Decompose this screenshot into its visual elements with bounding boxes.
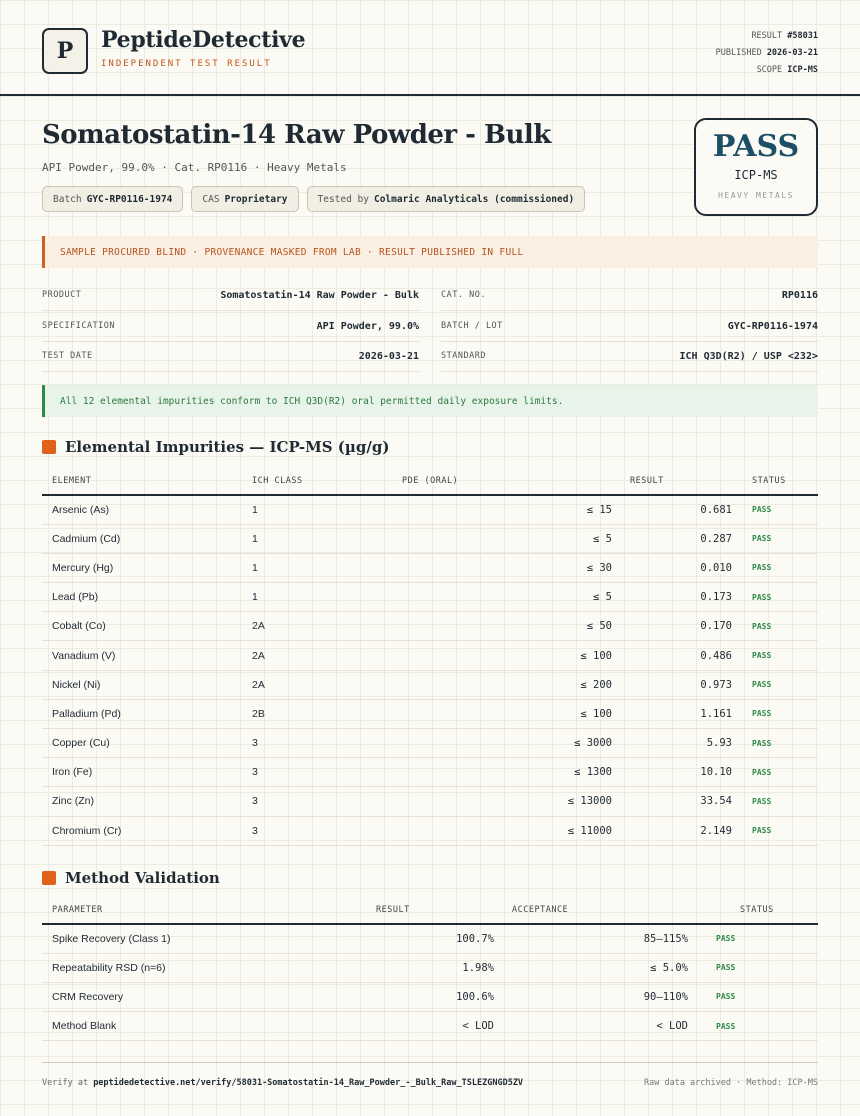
column-header: RESULT [292, 896, 502, 924]
batch-chip [42, 186, 183, 212]
element-cell: Cobalt (Co) [42, 612, 242, 641]
verify-link[interactable]: peptidedetective.net/verify/58031-Somatostatin-14_Raw_Powder_-_Bulk_Raw_TSLEZGNGD5ZV [93, 1078, 524, 1088]
table-row [42, 495, 818, 524]
status-cell: PASS [696, 1012, 818, 1041]
result-cell: 1.161 [620, 699, 740, 728]
ich-class-cell: 1 [242, 495, 362, 524]
pde-cell: ≤ 3000 [362, 729, 620, 758]
table-row [42, 729, 818, 758]
result-cell: 2.149 [620, 816, 740, 845]
acceptance-cell: ≤ 5.0% [502, 953, 696, 982]
table-row [42, 787, 818, 816]
result-cell: 33.54 [620, 787, 740, 816]
column-header: PDE (ORAL) [362, 467, 620, 495]
info-value: GYC-RP0116-1974 [727, 320, 818, 332]
info-value: Somatostatin-14 Raw Powder - Bulk [220, 289, 419, 301]
status-cell: PASS [740, 729, 818, 758]
table-header-row [42, 896, 818, 924]
element-cell: Nickel (Ni) [42, 670, 242, 699]
scope-label: SCOPE [756, 65, 783, 75]
impurities-section-header [42, 438, 389, 456]
verify-prefix: Verify at [42, 1078, 89, 1088]
result-cell: 100.6% [292, 982, 502, 1011]
published-label: PUBLISHED [715, 48, 762, 58]
table-row [42, 982, 818, 1011]
element-cell: Zinc (Zn) [42, 787, 242, 816]
info-label: CAT. NO. [441, 290, 486, 300]
element-cell: Iron (Fe) [42, 758, 242, 787]
published-value: 2026-03-21 [766, 48, 818, 58]
pde-cell: ≤ 200 [362, 670, 620, 699]
table-row [42, 553, 818, 582]
info-value: RP0116 [781, 289, 818, 301]
info-row-specification [42, 311, 419, 342]
info-label: TEST DATE [42, 351, 93, 361]
chip-value: Proprietary [224, 193, 288, 205]
status-cell: PASS [740, 495, 818, 524]
ich-class-cell: 3 [242, 787, 362, 816]
column-header: ICH CLASS [242, 467, 362, 495]
status-cell: PASS [740, 670, 818, 699]
ich-class-cell: 3 [242, 729, 362, 758]
status-cell: PASS [696, 982, 818, 1011]
ich-class-cell: 2A [242, 612, 362, 641]
info-row-product [42, 280, 419, 311]
ich-class-cell: 1 [242, 583, 362, 612]
column-header: ELEMENT [42, 467, 242, 495]
status-cell: PASS [740, 816, 818, 845]
pde-cell: ≤ 30 [362, 553, 620, 582]
report-meta [716, 28, 818, 79]
info-row-standard [441, 341, 818, 372]
pde-cell: ≤ 11000 [362, 816, 620, 845]
table-row [42, 758, 818, 787]
procurement-notice: SAMPLE PROCURED BLIND · PROVENANCE MASKED FROM LAB · RESULT PUBLISHED IN FULL [42, 236, 818, 268]
status-cell: PASS [740, 699, 818, 728]
pde-cell: ≤ 50 [362, 612, 620, 641]
status-cell: PASS [740, 787, 818, 816]
result-cell: 0.010 [620, 553, 740, 582]
element-cell: Vanadium (V) [42, 641, 242, 670]
column-header: PARAMETER [42, 896, 292, 924]
archive-note: Raw data archived · Method: ICP-MS [644, 1078, 818, 1088]
info-label: BATCH / LOT [441, 321, 503, 331]
result-cell: 5.93 [620, 729, 740, 758]
element-cell: Palladium (Pd) [42, 699, 242, 728]
info-row-batch [441, 311, 818, 342]
chip-value: Colmaric Analyticals (commissioned) [373, 193, 575, 205]
validation-table [42, 896, 818, 1041]
chip-label: Tested by [317, 193, 369, 205]
status-cell: PASS [740, 612, 818, 641]
brand-name: PeptideDetective [101, 27, 306, 53]
table-row [42, 699, 818, 728]
result-cell: 0.486 [620, 641, 740, 670]
info-value: API Powder, 99.0% [316, 320, 419, 332]
parameter-cell: CRM Recovery [42, 982, 292, 1011]
ich-class-cell: 2A [242, 670, 362, 699]
info-row-test-date [42, 341, 419, 372]
acceptance-cell: 85–115% [502, 924, 696, 953]
validation-section-header [42, 869, 220, 887]
status-cell: PASS [696, 924, 818, 953]
verdict-method: ICP-MS [734, 168, 778, 182]
ich-class-cell: 2B [242, 699, 362, 728]
published-line [716, 45, 818, 62]
status-cell: PASS [740, 758, 818, 787]
chip-label: CAS [202, 193, 220, 205]
pde-cell: ≤ 5 [362, 524, 620, 553]
info-label: SPECIFICATION [42, 321, 116, 331]
element-cell: Copper (Cu) [42, 729, 242, 758]
info-label: STANDARD [441, 351, 486, 361]
column-header: STATUS [696, 896, 818, 924]
element-cell: Arsenic (As) [42, 495, 242, 524]
info-value: ICH Q3D(R2) / USP <232> [679, 350, 818, 362]
footer-divider [42, 1062, 818, 1063]
table-row [42, 524, 818, 553]
pde-cell: ≤ 100 [362, 641, 620, 670]
result-cell: 0.287 [620, 524, 740, 553]
product-chips [42, 186, 585, 212]
ich-class-cell: 1 [242, 553, 362, 582]
result-cell: 1.98% [292, 953, 502, 982]
result-cell: 0.973 [620, 670, 740, 699]
impurities-section-title: Elemental Impurities — ICP-MS (µg/g) [65, 438, 390, 456]
brand-logo: P [42, 28, 88, 74]
table-row [42, 924, 818, 953]
ich-class-cell: 3 [242, 816, 362, 845]
result-cell: 0.173 [620, 583, 740, 612]
parameter-cell: Method Blank [42, 1012, 292, 1041]
verdict-stamp [694, 118, 818, 216]
report-header [0, 0, 860, 96]
validation-section-title: Method Validation [65, 869, 220, 887]
verdict-panel: HEAVY METALS [718, 191, 794, 200]
element-cell: Lead (Pb) [42, 583, 242, 612]
info-row-cat-no [441, 280, 818, 311]
impurities-table [42, 467, 818, 846]
table-row [42, 670, 818, 699]
status-cell: PASS [740, 583, 818, 612]
parameter-cell: Repeatability RSD (n=6) [42, 953, 292, 982]
pde-cell: ≤ 13000 [362, 787, 620, 816]
conformance-notice: All 12 elemental impurities conform to ICH Q3D(R2) oral permitted daily exposure limits. [42, 385, 818, 417]
brand-tagline: INDEPENDENT TEST RESULT [101, 59, 272, 69]
info-value: 2026-03-21 [358, 350, 419, 362]
acceptance-cell: 90–110% [502, 982, 696, 1011]
ich-class-cell: 2A [242, 641, 362, 670]
pde-cell: ≤ 15 [362, 495, 620, 524]
section-marker-icon [42, 871, 56, 885]
status-cell: PASS [740, 641, 818, 670]
product-subtitle: API Powder, 99.0% · Cat. RP0116 · Heavy Metals [42, 161, 347, 174]
acceptance-cell: < LOD [502, 1012, 696, 1041]
element-cell: Chromium (Cr) [42, 816, 242, 845]
chip-value: GYC-RP0116-1974 [86, 193, 173, 205]
table-row [42, 641, 818, 670]
chip-label: Batch [53, 193, 82, 205]
pde-cell: ≤ 100 [362, 699, 620, 728]
result-cell: < LOD [292, 1012, 502, 1041]
table-row [42, 612, 818, 641]
result-cell: 0.170 [620, 612, 740, 641]
product-title: Somatostatin-14 Raw Powder - Bulk [42, 120, 551, 150]
cas-chip [191, 186, 298, 212]
table-row [42, 816, 818, 845]
result-id-label: RESULT [751, 31, 783, 41]
status-cell: PASS [740, 524, 818, 553]
verdict-text: PASS [712, 129, 800, 164]
result-cell: 0.681 [620, 495, 740, 524]
ich-class-cell: 1 [242, 524, 362, 553]
parameter-cell: Spike Recovery (Class 1) [42, 924, 292, 953]
table-row [42, 583, 818, 612]
result-cell: 10.10 [620, 758, 740, 787]
table-row [42, 953, 818, 982]
section-marker-icon [42, 440, 56, 454]
info-label: PRODUCT [42, 290, 82, 300]
pde-cell: ≤ 5 [362, 583, 620, 612]
scope-line [716, 62, 818, 79]
scope-value: ICP-MS [787, 65, 818, 75]
element-cell: Mercury (Hg) [42, 553, 242, 582]
status-cell: PASS [740, 553, 818, 582]
result-id-line [716, 28, 818, 45]
result-id-value: #58031 [787, 31, 818, 41]
result-cell: 100.7% [292, 924, 502, 953]
ich-class-cell: 3 [242, 758, 362, 787]
status-cell: PASS [696, 953, 818, 982]
table-row [42, 1012, 818, 1041]
tested-by-chip [307, 186, 586, 212]
column-header: ACCEPTANCE [502, 896, 696, 924]
table-header-row [42, 467, 818, 495]
element-cell: Cadmium (Cd) [42, 524, 242, 553]
column-header: STATUS [740, 467, 818, 495]
column-header: RESULT [620, 467, 740, 495]
pde-cell: ≤ 1300 [362, 758, 620, 787]
verify-line [42, 1078, 523, 1088]
